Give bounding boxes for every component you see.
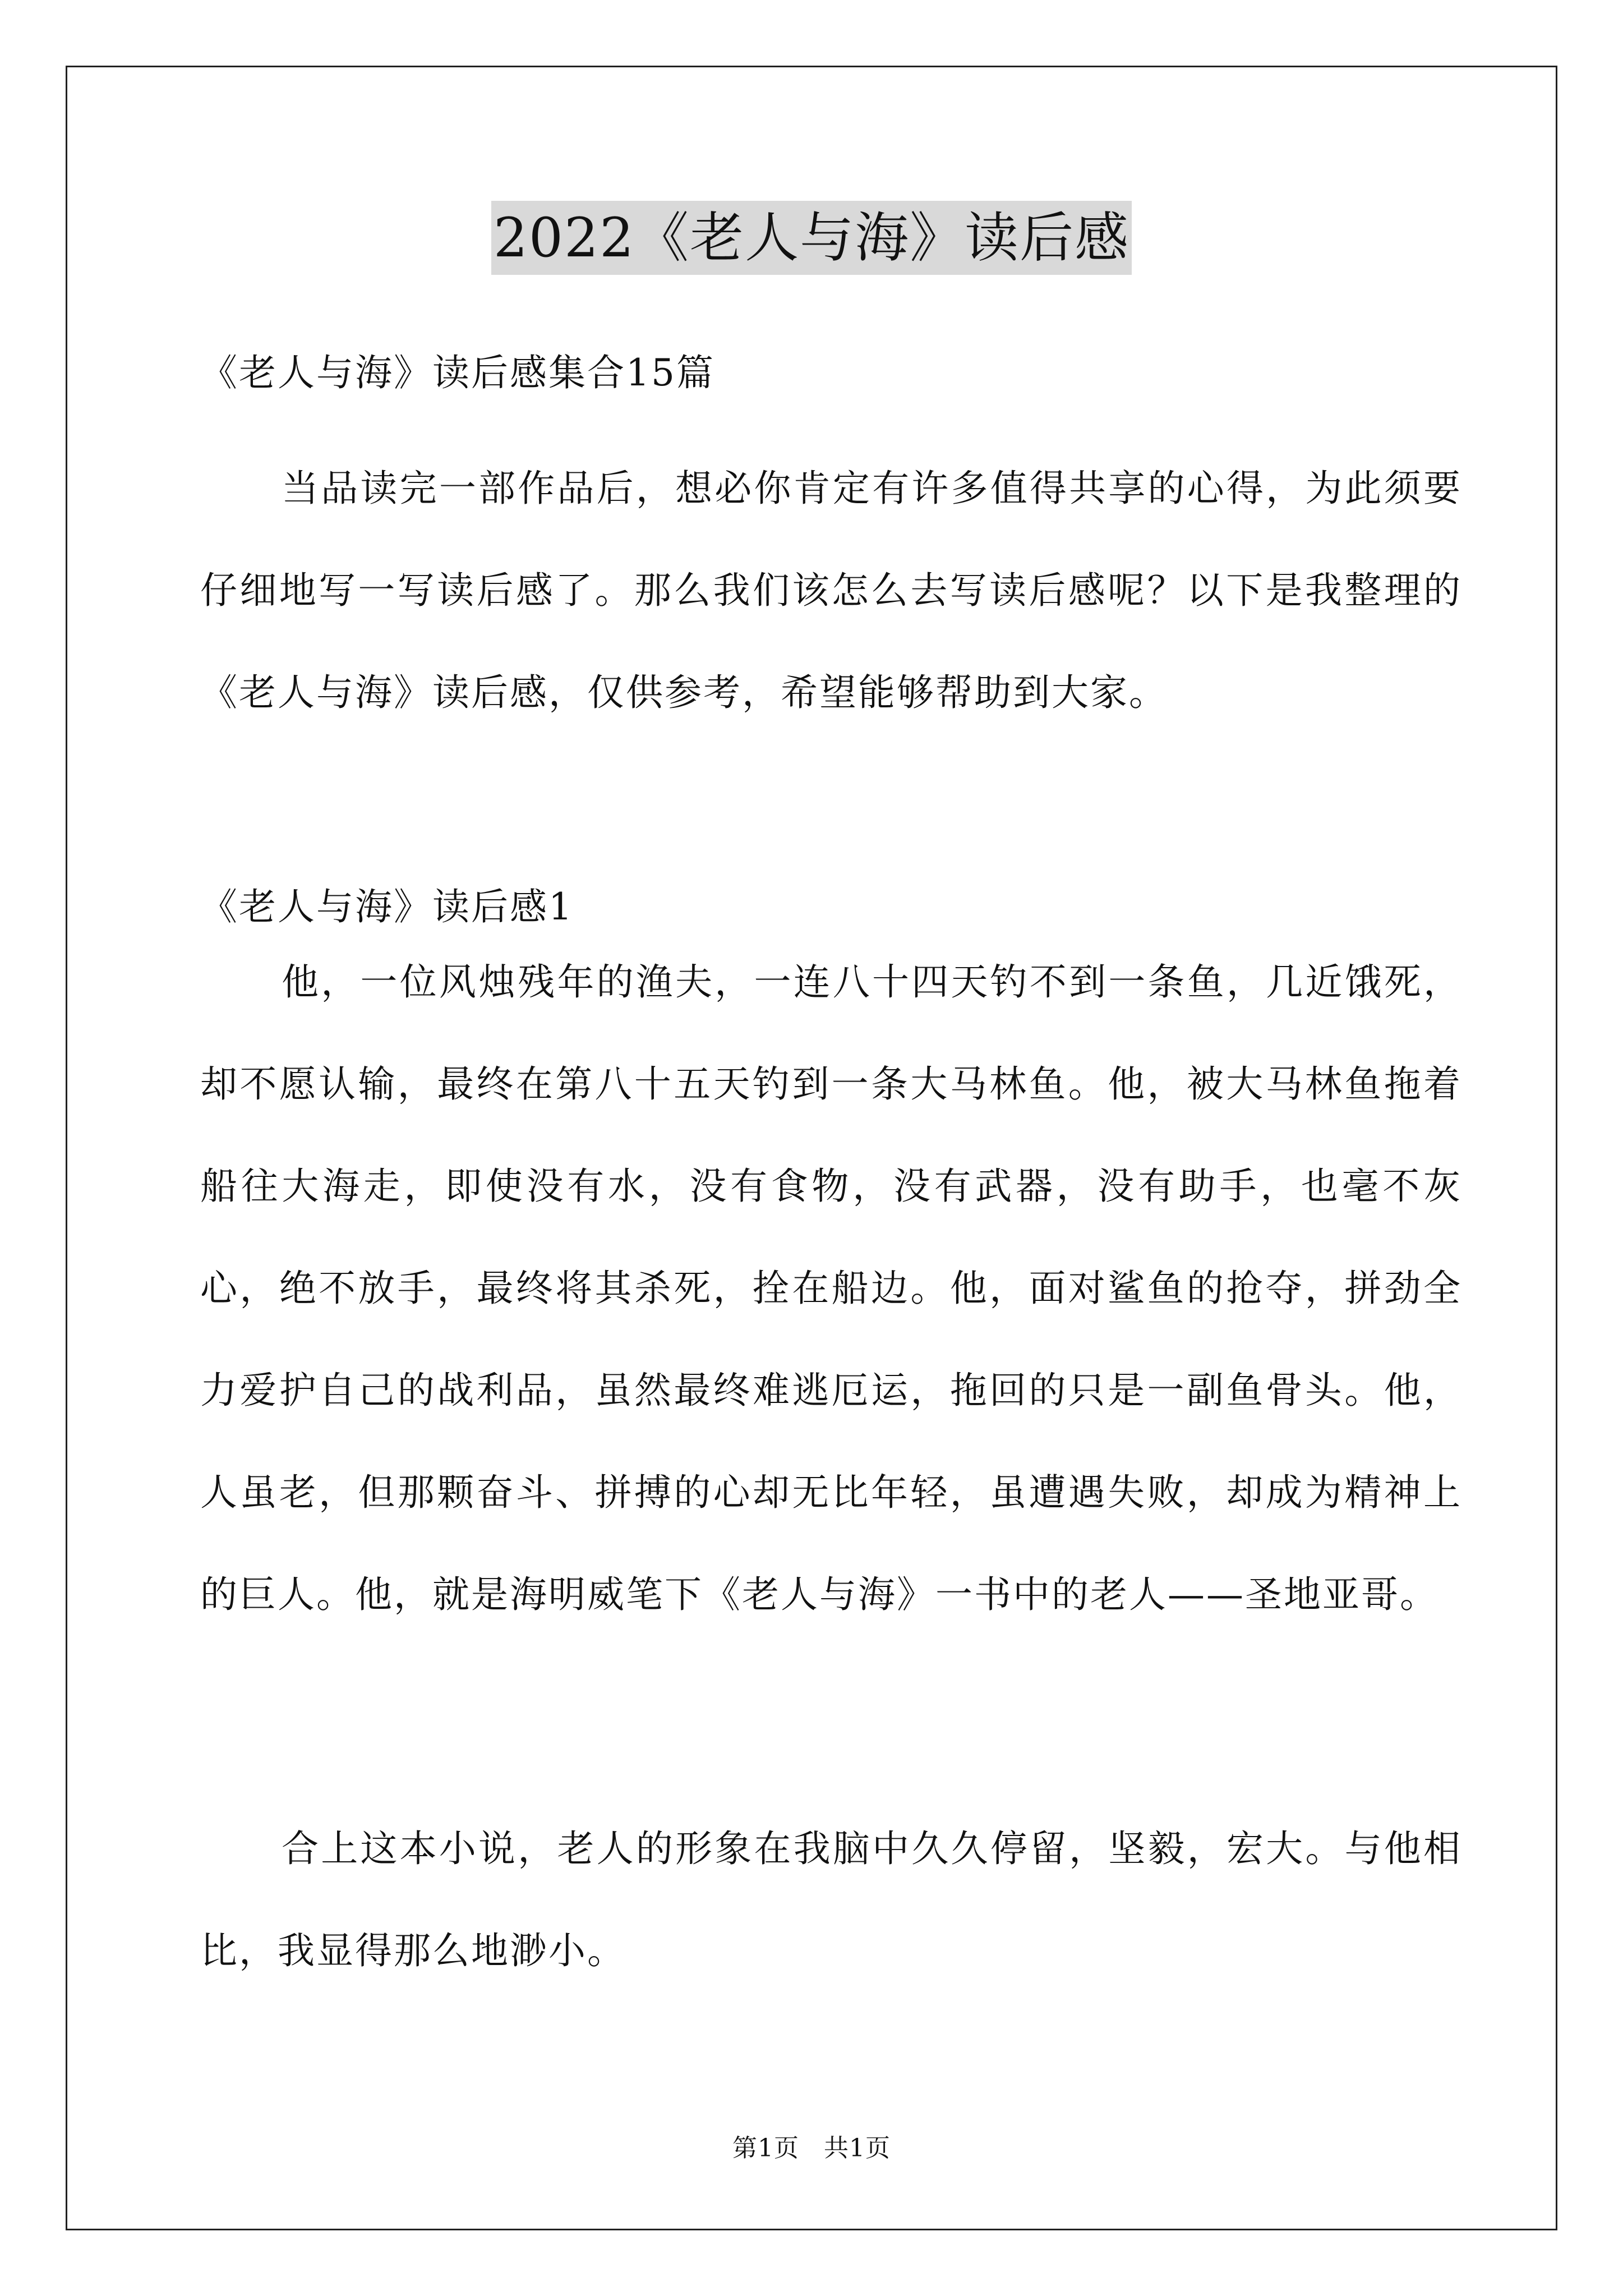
page-total: 共1页: [824, 2134, 891, 2162]
section-paragraph: 他，一位风烛残年的渔夫，一连八十四天钓不到一条鱼，几近饿死，却不愿认输，最终在第八十五天钓到一条大马林鱼。他，被大马林鱼拖着船往大海走，即使没有水，没有食物，没有武器，没有助手，也毫不灰心，绝不放手，最终将其杀死，拴在船边。他，面对鲨鱼的抢夺，拼劲全力爱护自己的战利品，虽然最终难逃厄运，拖回的只是一副鱼骨头。他，人虽老，但那颗奋斗、拼搏的心却无比年轻，虽遭遇失败，却成为精神上的巨人。他，就是海明威笔下《老人与海》一书中的老人——圣地亚哥。: [200, 960, 1462, 1616]
document-title: 2022《老人与海》读后感: [491, 201, 1132, 275]
intro-paragraph: 当品读完一部作品后，想必你肯定有许多值得共享的心得，为此须要仔细地写一写读后感了。那么我们该怎么去写读后感呢？以下是我整理的《老人与海》读后感，仅供参考，希望能够帮助到大家。: [200, 467, 1462, 714]
title-container: [0, 201, 1623, 275]
section-paragraph: 合上这本小说，老人的形象在我脑中久久停留，坚毅，宏大。与他相比，我显得那么地渺小。: [200, 1827, 1462, 1972]
section-heading: 《老人与海》读后感1: [200, 885, 574, 928]
document-subtitle: 《老人与海》读后感集合15篇: [200, 351, 715, 394]
page-footer: [0, 2132, 1623, 2165]
page-number: 第1页: [732, 2134, 799, 2162]
